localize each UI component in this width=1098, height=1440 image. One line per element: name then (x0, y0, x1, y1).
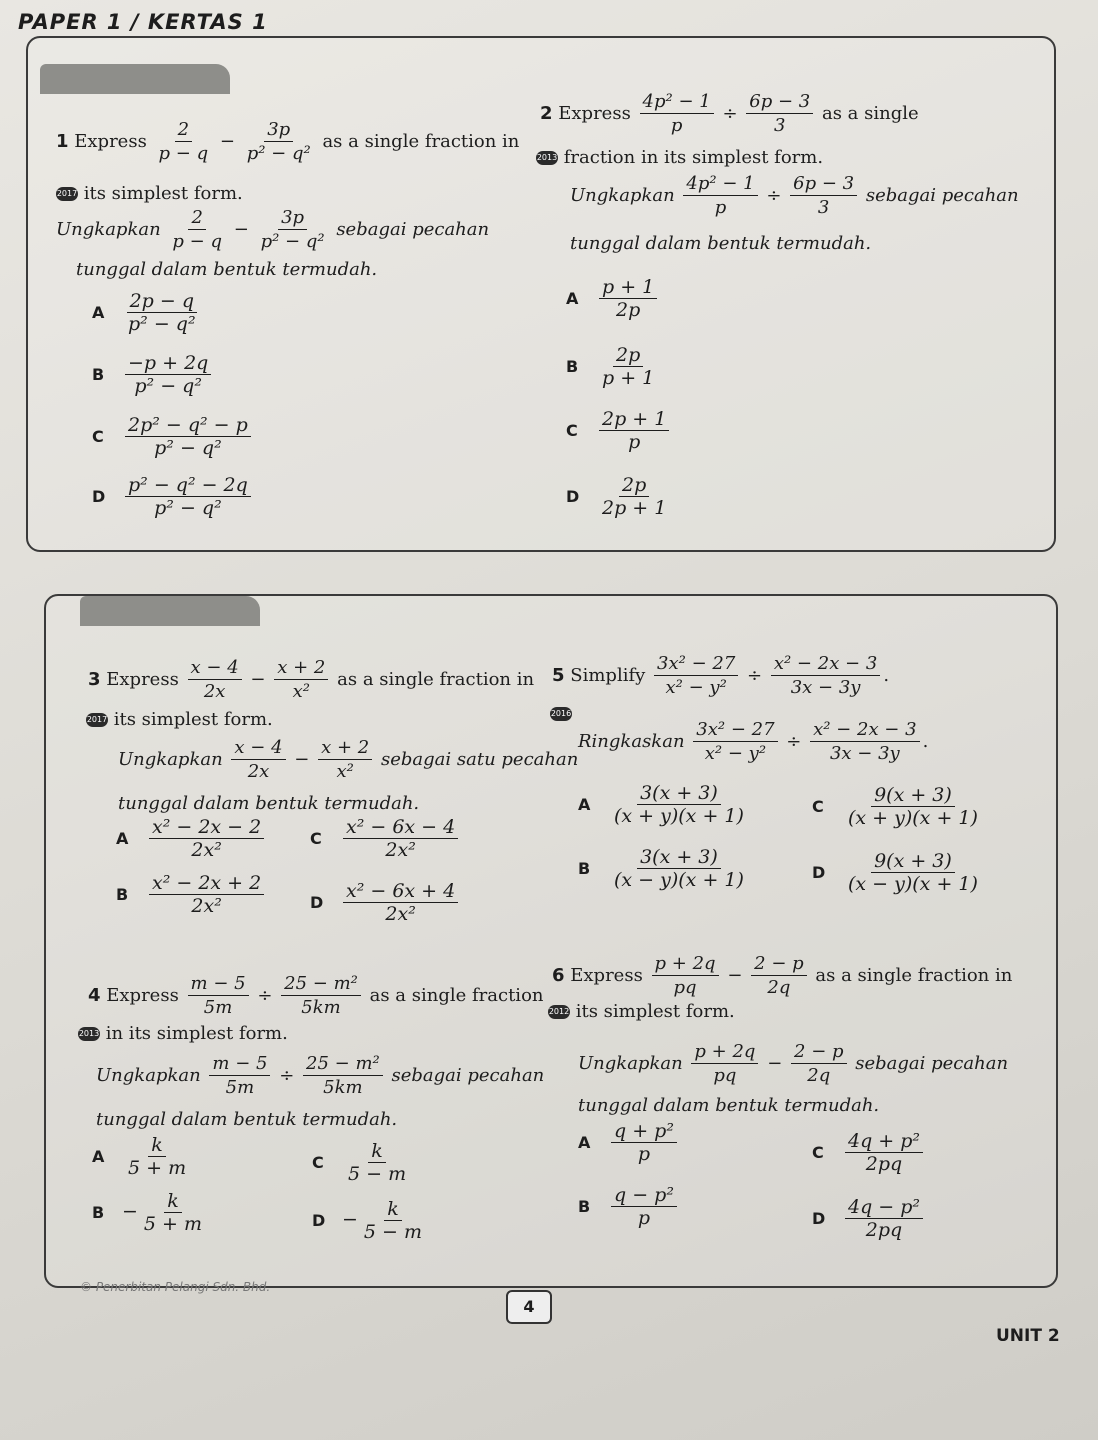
fraction: $\frac{\text{4p² − 1}}{p}$ (683, 172, 757, 220)
fraction: $\frac{x - 4}{2x}$ (231, 736, 285, 784)
q3-option-c[interactable]: C $\frac{\text{x² − 6x − 4}}{\text{2x²}}$ (310, 816, 461, 861)
fraction: $\frac{m - 5}{5m}$ (209, 1052, 270, 1100)
unit-label: UNIT 2 (996, 1326, 1060, 1346)
fraction: $\frac{x + 2}{\text{x²}}$ (318, 736, 372, 784)
question-4-en: 4 Express $\frac{m - 5}{5m}$ ÷ $\frac{\text{25 − m²}}{5km}$ as a single fraction (88, 973, 544, 1019)
year-badge: 2013 (78, 1027, 100, 1041)
fraction: $\frac{m - 5}{5m}$ (188, 972, 249, 1020)
year-badge: 2012 (548, 1005, 570, 1019)
question-3-en: 3 Express $\frac{x - 4}{2x}$ − $\frac{x + 2}{\text{x²}}$ as a single fraction in (88, 657, 535, 703)
q5-option-b[interactable]: B $\frac{3(x + 3)}{(x - y)(x + 1)}$ (578, 846, 744, 891)
fraction: $\frac{2 - p}{2q}$ (751, 952, 807, 1000)
fraction: $\frac{3p}{\text{p² − q²}}$ (260, 207, 325, 253)
q1-option-d[interactable]: D $\frac{\text{p² − q² − 2q}}{\text{p² − q²}}$ (92, 474, 254, 519)
fraction: $\frac{x - 4}{2x}$ (188, 656, 242, 704)
question-2-my: Ungkapkan $\frac{\text{4p² − 1}}{p}$ ÷ $\frac{6p - 3}{3}$ sebagai pecahan (570, 173, 1019, 219)
fraction: $\frac{\text{x² − 2x − 3}}{3x - 3y}$ (810, 718, 919, 766)
q1-option-b[interactable]: B $\frac{-p + 2q}{\text{p² − q²}}$ (92, 352, 214, 397)
question-4-en-2: 2013 in its simplest form. (78, 1023, 288, 1044)
q5-option-a[interactable]: A $\frac{3(x + 3)}{(x + y)(x + 1)}$ (578, 782, 744, 827)
q3-option-a[interactable]: A $\frac{\text{x² − 2x − 2}}{\text{2x²}}$ (116, 816, 267, 861)
q4-option-d[interactable]: D − $\frac{k}{5 - m}$ (312, 1198, 423, 1243)
question-1-en-2: 2017 its simplest form. (56, 183, 243, 204)
question-2-my-2: tunggal dalam bentuk termudah. (570, 233, 872, 254)
fraction: $\frac{x + 2}{\text{x²}}$ (274, 656, 328, 704)
fraction: $\frac{\text{3x² − 27}}{\text{x² − y²}}$ (654, 652, 738, 700)
fraction: $\frac{6p - 3}{3}$ (790, 172, 857, 220)
year-badge: 2017 (56, 187, 78, 201)
q6-option-d[interactable]: D $\frac{\text{4q − p²}}{2pq}$ (812, 1196, 926, 1241)
q3-option-b[interactable]: B $\frac{\text{x² − 2x + 2}}{\text{2x²}}$ (116, 872, 267, 917)
fraction: $\frac{2 - p}{2q}$ (791, 1040, 847, 1088)
fraction: $\frac{\text{3x² − 27}}{\text{x² − y²}}$ (693, 718, 777, 766)
fraction: $\frac{p + 2q}{pq}$ (652, 952, 719, 1000)
question-6-my: Ungkapkan $\frac{p + 2q}{pq}$ − $\frac{2 - p}{2q}$ sebagai pecahan (578, 1041, 1009, 1087)
q6-option-b[interactable]: B $\frac{\text{q − p²}}{p}$ (578, 1184, 680, 1229)
question-6-my-2: tunggal dalam bentuk termudah. (578, 1095, 880, 1116)
fraction: $\frac{\text{25 − m²}}{5km}$ (303, 1052, 383, 1100)
q5-option-c[interactable]: C $\frac{9(x + 3)}{(x + y)(x + 1)}$ (812, 784, 978, 829)
question-6-en-2: 2012 its simplest form. (548, 1001, 735, 1022)
question-4-my: Ungkapkan $\frac{m - 5}{5m}$ ÷ $\frac{\text{25 − m²}}{5km}$ sebagai pecahan (96, 1053, 545, 1099)
fraction: $\frac{2}{p - q}$ (172, 207, 222, 253)
fraction: $\frac{6p - 3}{3}$ (746, 90, 813, 138)
question-3-en-2: 2017 its simplest form. (86, 709, 273, 730)
q2-option-d[interactable]: D $\frac{2p}{2p + 1}$ (566, 474, 667, 519)
year-badge: 2016 (550, 707, 572, 721)
q4-option-c[interactable]: C $\frac{k}{5 - m}$ (312, 1140, 407, 1185)
q1-option-a[interactable]: A $\frac{2p - q}{\text{p² − q²}}$ (92, 290, 196, 335)
fraction: $\frac{\text{25 − m²}}{5km}$ (281, 972, 361, 1020)
question-6-en: 6 Express $\frac{p + 2q}{pq}$ − $\frac{2 - p}{2q}$ as a single fraction in (552, 953, 1013, 999)
question-5-en: 5 Simplify $\frac{\text{3x² − 27}}{\text{x² − y²}}$ ÷ $\frac{\text{x² − 2x − 3}}{3x - 3y}$ . (552, 653, 890, 699)
paper-header: PAPER 1 / KERTAS 1 (18, 10, 268, 34)
question-1-en: 1 Express $\frac{2}{p - q}$ − $\frac{3p}{\text{p² − q²}}$ as a single fraction in (56, 119, 520, 165)
question-3-my: Ungkapkan $\frac{x - 4}{2x}$ − $\frac{x + 2}{\text{x²}}$ sebagai satu pecahan (118, 737, 579, 783)
question-1-my-2: tunggal dalam bentuk termudah. (76, 259, 378, 280)
question-1-my: Ungkapkan $\frac{2}{p - q}$ − $\frac{3p}{\text{p² − q²}}$ sebagai pecahan (56, 207, 490, 253)
q4-option-b[interactable]: B − $\frac{k}{5 + m}$ (92, 1190, 203, 1235)
q6-option-a[interactable]: A $\frac{\text{q + p²}}{p}$ (578, 1120, 680, 1165)
publisher-credit: © Penerbitan Pelangi Sdn. Bhd. (80, 1280, 271, 1294)
q3-option-d[interactable]: D $\frac{\text{x² − 6x + 4}}{\text{2x²}}$ (310, 880, 461, 925)
question-5-my: Ringkaskan $\frac{\text{3x² − 27}}{\text{x² − y²}}$ ÷ $\frac{\text{x² − 2x − 3}}{3x - 3y}$ . (578, 719, 929, 765)
q1-option-c[interactable]: C $\frac{\text{2p² − q² − p}}{\text{p² − q²}}$ (92, 414, 254, 459)
year-badge: 2017 (86, 713, 108, 727)
question-3-my-2: tunggal dalam bentuk termudah. (118, 793, 420, 814)
section-tab-2 (80, 596, 260, 626)
year-badge: 2013 (536, 151, 558, 165)
q2-option-a[interactable]: A $\frac{p + 1}{2p}$ (566, 276, 660, 321)
q4-option-a[interactable]: A $\frac{k}{5 + m}$ (92, 1134, 187, 1179)
fraction: $\frac{p + 2q}{pq}$ (691, 1040, 758, 1088)
section-tab-1 (40, 64, 230, 94)
fraction: $\frac{2}{p - q}$ (158, 119, 209, 165)
page-number: 4 (506, 1290, 552, 1324)
fraction: $\frac{\text{4p² − 1}}{p}$ (640, 90, 714, 138)
fraction: $\frac{3p}{\text{p² − q²}}$ (246, 119, 311, 165)
q2-option-b[interactable]: B $\frac{2p}{p + 1}$ (566, 344, 655, 389)
question-5-year (550, 702, 572, 725)
q2-option-c[interactable]: C $\frac{2p + 1}{p}$ (566, 408, 672, 453)
fraction: $\frac{\text{x² − 2x − 3}}{3x - 3y}$ (771, 652, 880, 700)
q6-option-c[interactable]: C $\frac{\text{4q + p²}}{2pq}$ (812, 1130, 926, 1175)
q5-option-d[interactable]: D $\frac{9(x + 3)}{(x - y)(x + 1)}$ (812, 850, 978, 895)
question-2-en-2: 2013 fraction in its simplest form. (536, 147, 824, 168)
question-4-my-2: tunggal dalam bentuk termudah. (96, 1109, 398, 1130)
question-2-en: 2 Express $\frac{\text{4p² − 1}}{p}$ ÷ $\frac{6p - 3}{3}$ as a single (540, 91, 919, 137)
